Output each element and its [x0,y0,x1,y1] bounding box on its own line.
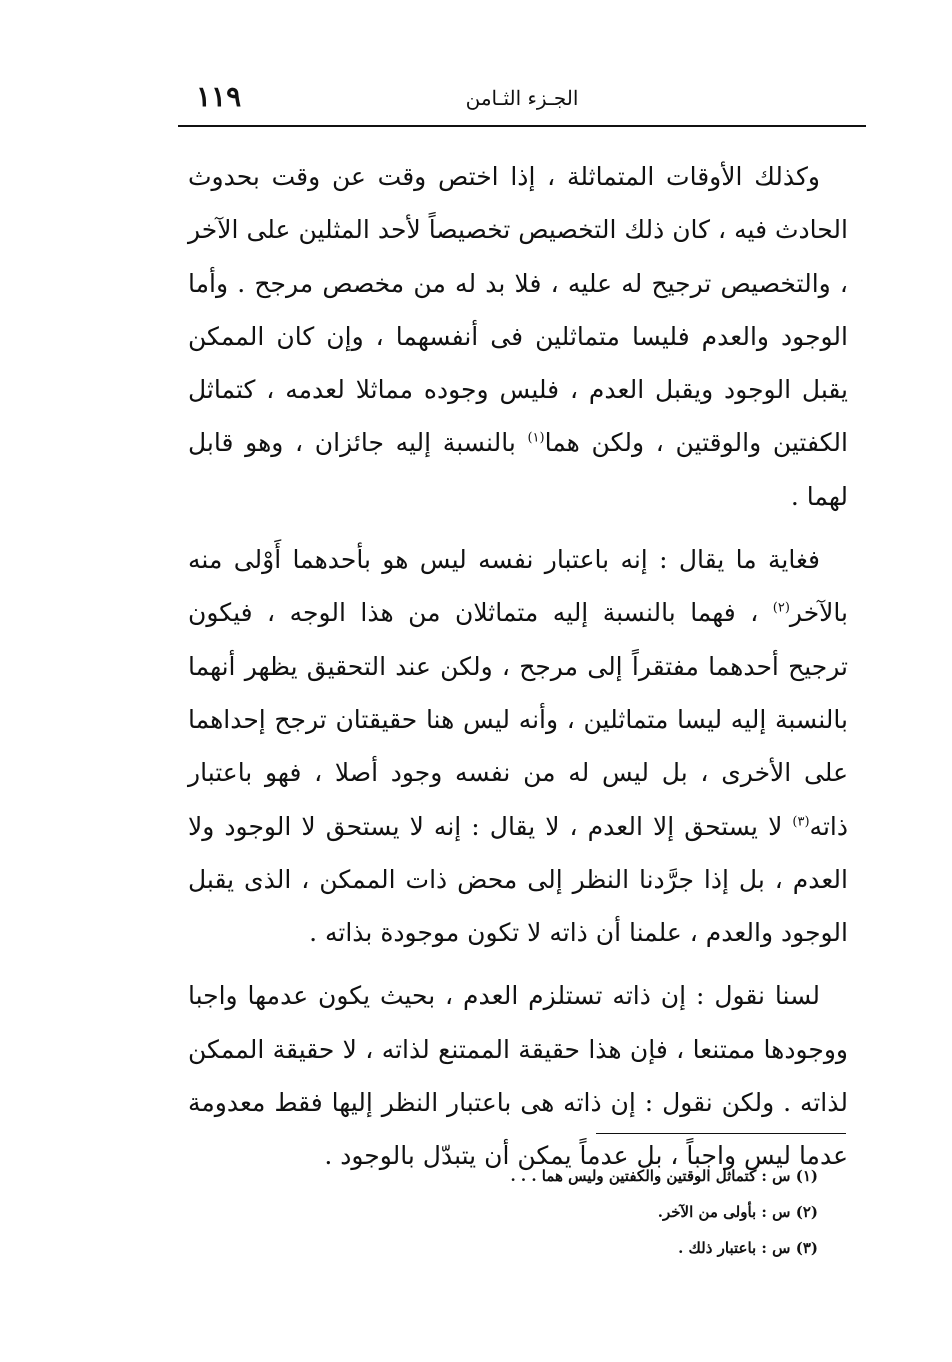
footnote-ref-2: (٢) [772,601,790,617]
paragraph-2-text-a: فغاية ما يقال : إنه باعتبار نفسه ليس هو بأحدهما أَوْلى منه بالآخر [188,545,848,628]
footnote-text: س : باعتبار ذلك . [678,1239,796,1257]
body-text [188,150,848,1183]
page-number: ١١٩ [196,80,242,113]
footnote-rule [596,1133,846,1134]
footnote-3 [190,1230,818,1266]
paragraph-3-text: لسنا نقول : إن ذاته تستلزم العدم ، بحيث يكون عدمها واجبا ووجودها ممتنعا ، فإن هذا حقيقة الممتنع لذاته ، لا حقيقة الممكن لذاته . ولكن نقول : إن ذاته هى باعتبار النظر إليها فقط معدومة عدما ليس واجباً ، بل عدماً يمكن أن يتبدّل بالوجود . [188,981,848,1171]
paragraph-1-text: وكذلك الأوقات المتماثلة ، إذا اختص وقت عن وقت بحدوث الحادث فيه ، كان ذلك التخصيص تخصيصاً لأحد المثلين على الآخر ، والتخصيص ترجيح له عليه ، فلا بد له من مخصص مرجح . وأما الوجود والعدم فليسا متماثلين فى أنفسهما ، وإن كان الممكن يقبل الوجود ويقبل العدم ، فليس وجوده مماثلا لعدمه ، كتماثل الكفتين والوقتين ، ولكن هما [188,162,848,458]
footnote-number: (١) [795,1167,818,1185]
running-title: الجـزء الثـامن [465,86,579,110]
footnote-text: س : بأولى من الآخر. [657,1203,796,1221]
paragraph-3 [188,969,848,1182]
footnote-ref-1: (١) [527,431,545,447]
footnotes [190,1158,818,1266]
footnote-text: س : كتماثل الوقتين والكفتين وليس هما . . . [510,1167,796,1185]
paragraph-2-text-b: ، فهما بالنسبة إليه متماثلان من هذا الوجه ، فيكون ترجيح أحدهما مفتقراً إلى مرجح ، ولكن عند التحقيق يظهر أنهما بالنسبة إليه ليسا متماثلين ، وأنه ليس هنا حقيقتان ترجح إحداهما على الأخرى ، بل ليس له من نفسه وجود أصلا ، فهو باعتبار ذاته [188,598,848,841]
footnote-2 [190,1194,818,1230]
paragraph-2-text-c: لا يستحق إلا العدم ، لا يقال : إنه لا يستحق لا الوجود ولا العدم ، بل إذا جرَّدنا النظر إلى محض ذات الممكن ، الذى يقبل الوجود والعدم ، علمنا أن ذاته لا تكون موجودة بذاته . [188,811,848,948]
paragraph-2 [188,533,848,959]
footnote-1 [190,1158,818,1194]
page-header [178,80,866,120]
footnote-ref-3: (٣) [792,814,810,830]
footnote-number: (٢) [795,1203,818,1221]
paragraph-1 [188,150,848,523]
header-rule [178,125,866,127]
footnote-number: (٣) [795,1239,818,1257]
paragraph-1-text-end: بالنسبة إليه جائزان ، وهو قابل لهما . [188,428,848,511]
